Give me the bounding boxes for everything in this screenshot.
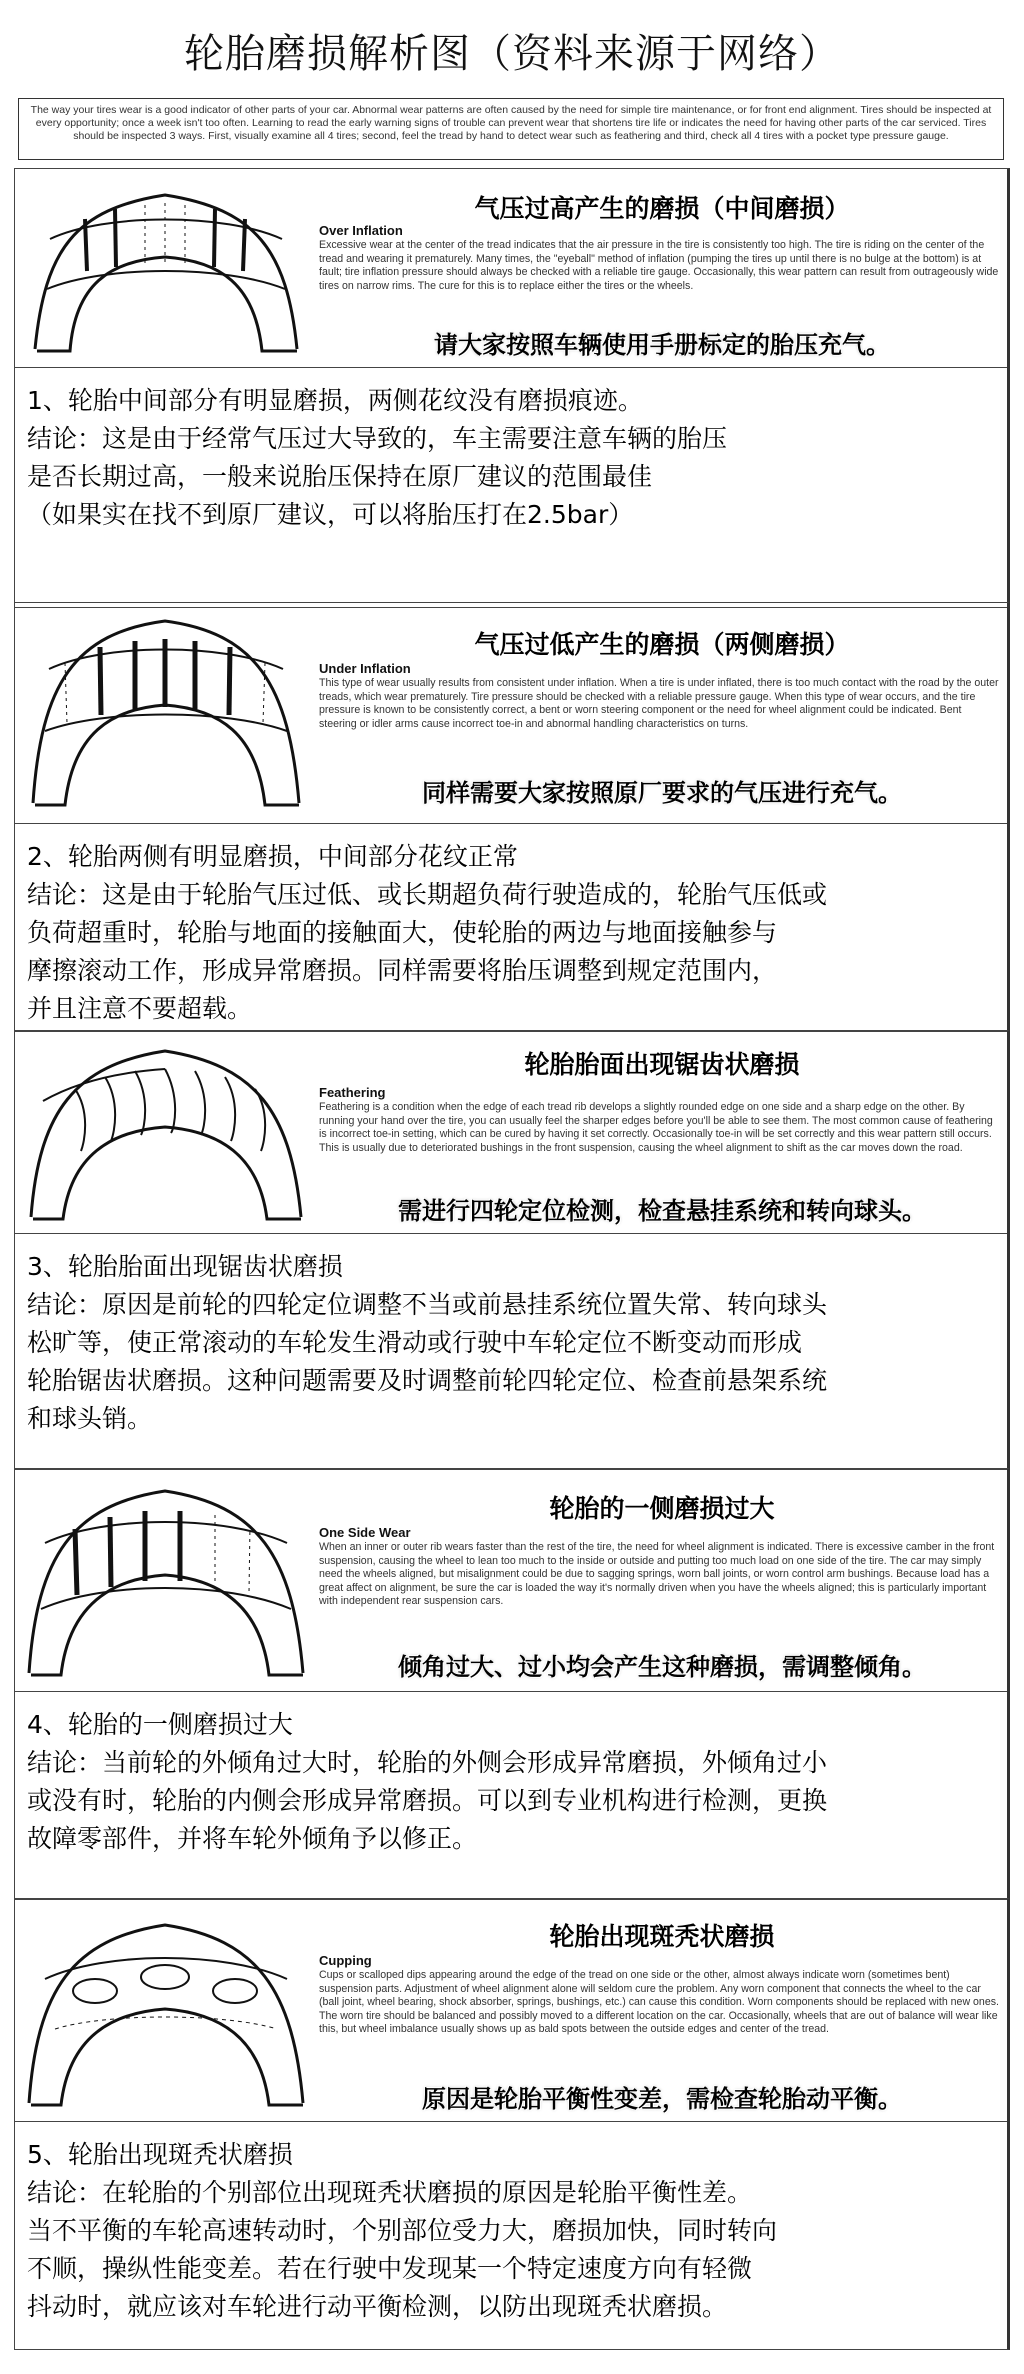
wear-panel (15, 1899, 1007, 2122)
wear-text (317, 169, 1007, 367)
wear-text (317, 1031, 1007, 1233)
wear-panel (15, 1469, 1007, 1692)
wear-en-title: Under Inflation (319, 661, 411, 676)
conclusion-line: 4、轮胎的一侧磨损过大 (27, 1710, 293, 1739)
wear-en-title: Cupping (319, 1953, 372, 1968)
wear-description: Cups or scalloped dips appearing around the edge of the tread on one side or the other, almost always indicate worn (sometimes bent) suspension parts. Adjustment of wheel alignment alone will seldom cure the problem. Any worn component that connects the wheel to the car (ball joint, wheel bearing, shock absorber, springs, bushings, etc.) can cause this condition. Worn components should be replaced with new ones. The worn tire should be balanced and possibly moved to a different location on the car. Occasionally, wheels that are out of balance will wear like this, but wheel imbalance usually shows up as bald spots between the outside edges and center of the tread. (319, 1969, 999, 2036)
conclusion-line: 不顺，操纵性能变差。若在行驶中发现某一个特定速度方向有轻微 (27, 2254, 753, 2283)
conclusion-line: 结论：在轮胎的个别部位出现斑秃状磨损的原因是轮胎平衡性差。 (27, 2178, 753, 2207)
conclusion-line: 抖动时，就应该对车轮进行动平衡检测，以防出现斑秃状磨损。 (27, 2292, 728, 2321)
wear-panel (15, 1031, 1007, 1234)
conclusion-line: 或没有时，轮胎的内侧会形成异常磨损。可以到专业机构进行检测，更换 (27, 1786, 828, 1815)
conclusion-line: 当不平衡的车轮高速转动时，个别部位受力大，磨损加快，同时转向 (27, 2216, 778, 2245)
conclusion-line: 故障零部件，并将车轮外倾角予以修正。 (27, 1824, 478, 1853)
conclusion-line: 结论：原因是前轮的四轮定位调整不当或前悬挂系统位置失常、转向球头 (27, 1290, 828, 1319)
wear-advice: 原因是轮胎平衡性变差，需检查轮胎动平衡。 (422, 2085, 902, 2113)
wear-advice: 倾角过大、过小均会产生这种磨损，需调整倾角。 (398, 1653, 926, 1681)
conclusion-line: 负荷超重时，轮胎与地面的接触面大，使轮胎的两边与地面接触参与 (27, 918, 778, 947)
wear-panel (15, 169, 1007, 368)
conclusion-line: 松旷等，使正常滚动的车轮发生滑动或行驶中车轮定位不断变动而形成 (27, 1328, 803, 1357)
section-cupping (14, 1898, 1010, 2350)
wear-description: This type of wear usually results from consistent under inflation. When a tire is under inflated, there is too much contact with the road by the outer treads, which wear prematurely. Tire pressure should be checked with a reliable pressure gauge. When this type of wear occurs, and the tire pressure is known to be consistently correct, a bent or worn steering component or the need for wheel alignment could be indicated. Bent steering or idler arms cause incorrect toe-in and abnormal handling characteristics on turns. (319, 677, 999, 730)
wear-heading: 气压过低产生的磨损（两侧磨损） (474, 630, 850, 659)
wear-advice: 同样需要大家按照原厂要求的气压进行充气。 (422, 779, 902, 807)
conclusion-line: 摩擦滚动工作，形成异常磨损。同样需要将胎压调整到规定范围内， (27, 956, 778, 985)
conclusion-line: 轮胎锯齿状磨损。这种问题需要及时调整前轮四轮定位、检查前悬架系统 (27, 1366, 828, 1395)
conclusion-line: 是否长期过高，一般来说胎压保持在原厂建议的范围最佳 (27, 462, 653, 491)
wear-panel (15, 603, 1007, 824)
wear-description: Feathering is a condition when the edge of each tread rib develops a slightly rounded edge on one side and a sharp edge on the other. By running your hand over the tire, you can usually feel the sharper edges before you'll be able to see them. The most common cause of feathering is incorrect toe-in setting, which can be cured by having it set correctly. Occasionally toe-in will be set correctly and this wear pattern still occurs. This is usually due to deteriorated bushings in the front suspension, causing the wheel alignment to shift as the car moves down the road. (319, 1101, 993, 1154)
conclusion-line: 并且注意不要超载。 (27, 994, 253, 1023)
wear-heading: 气压过高产生的磨损（中间磨损） (474, 194, 850, 223)
conclusion-line: 和球头销。 (27, 1404, 153, 1433)
wear-en-title: Feathering (319, 1085, 386, 1100)
tire-feathering-illustration (15, 1031, 317, 1233)
wear-advice: 请大家按照车辆使用手册标定的胎压充气。 (434, 331, 890, 359)
conclusion-line: 5、轮胎出现斑秃状磨损 (27, 2140, 293, 2169)
wear-text (317, 1469, 1007, 1691)
conclusion-line: （如果实在找不到原厂建议，可以将胎压打在2.5bar） (27, 500, 634, 529)
wear-description: When an inner or outer rib wears faster than the rest of the tire, the need for wheel alignment is indicated. There is excessive camber in the front suspension, causing the wheel to lean too much to the inside or outside and putting too much load on one side of the tire. The car may simply need the wheels aligned, but misalignment could be due to sagging springs, worn ball joints, or worn control arm bushings. Because load has a great affect on alignment, be sure the car is loaded the way it's normally driven when you have the wheels aligned; this is particularly important with independent rear suspension cars. (319, 1541, 995, 1608)
tire-over-inflation-illustration (15, 169, 317, 367)
conclusion (15, 2122, 1007, 2326)
conclusion-line: 结论：这是由于经常气压过大导致的，车主需要注意车辆的胎压 (27, 424, 728, 453)
conclusion-line: 2、轮胎两侧有明显磨损，中间部分花纹正常 (27, 842, 518, 871)
conclusion (15, 1692, 1007, 1858)
tire-under-inflation-illustration (15, 603, 317, 823)
conclusion (15, 824, 1007, 1028)
conclusion (15, 368, 1007, 534)
section-over-inflation (14, 168, 1010, 608)
section-under-inflation (14, 602, 1010, 1032)
wear-heading: 轮胎出现斑秃状磨损 (549, 1922, 775, 1951)
intro-text: The way your tires wear is a good indicator of other parts of your car. Abnormal wear patterns are often caused by the need for simple tire maintenance, or for front end alignment. Tires should be inspected at every opportunity; once a week isn't too often. Learning to read the early warning signs of trouble can prevent wear that shortens tire life or indicates the need for having other parts of the car serviced. Tires should be inspected 3 ways. First, visually examine all 4 tires; second, feel the tread by hand to detect wear such as feathering and third, check all 4 tires with a pocket type pressure gauge. (18, 98, 1004, 160)
section-one-side-wear (14, 1468, 1010, 1900)
wear-text (317, 603, 1007, 823)
wear-heading: 轮胎的一侧磨损过大 (549, 1494, 775, 1523)
conclusion-line: 1、轮胎中间部分有明显磨损，两侧花纹没有磨损痕迹。 (27, 386, 643, 415)
conclusion (15, 1234, 1007, 1438)
wear-advice: 需进行四轮定位检测，检查悬挂系统和转向球头。 (398, 1197, 926, 1225)
wear-en-title: Over Inflation (319, 223, 403, 238)
conclusion-line: 结论：当前轮的外倾角过大时，轮胎的外侧会形成异常磨损，外倾角过小 (27, 1748, 828, 1777)
tire-cupping-illustration (15, 1899, 317, 2121)
page-title: 轮胎磨损解析图（资料来源于网络） (184, 31, 840, 77)
wear-description: Excessive wear at the center of the tread indicates that the air pressure in the tire is consistently too high. The tire is riding on the center of the tread and wearing it prematurely. Many times, the "eyeball" method of inflation (pumping the tires up until there is no bulge at the bottom) is at fault; tire inflation pressure should always be checked with a reliable tire gauge. Occasionally, this wear pattern can result from outrageously wide tires on narrow rims. The cure for this is to replace either the tires or the wheels. (319, 239, 999, 292)
wear-heading: 轮胎胎面出现锯齿状磨损 (524, 1050, 800, 1079)
wear-en-title: One Side Wear (319, 1525, 411, 1540)
tire-one-side-wear-illustration (15, 1469, 317, 1691)
conclusion-line: 3、轮胎胎面出现锯齿状磨损 (27, 1252, 343, 1281)
conclusion-line: 结论：这是由于轮胎气压过低、或长期超负荷行驶造成的，轮胎气压低或 (27, 880, 828, 909)
wear-text (317, 1899, 1007, 2121)
section-feathering (14, 1030, 1010, 1470)
